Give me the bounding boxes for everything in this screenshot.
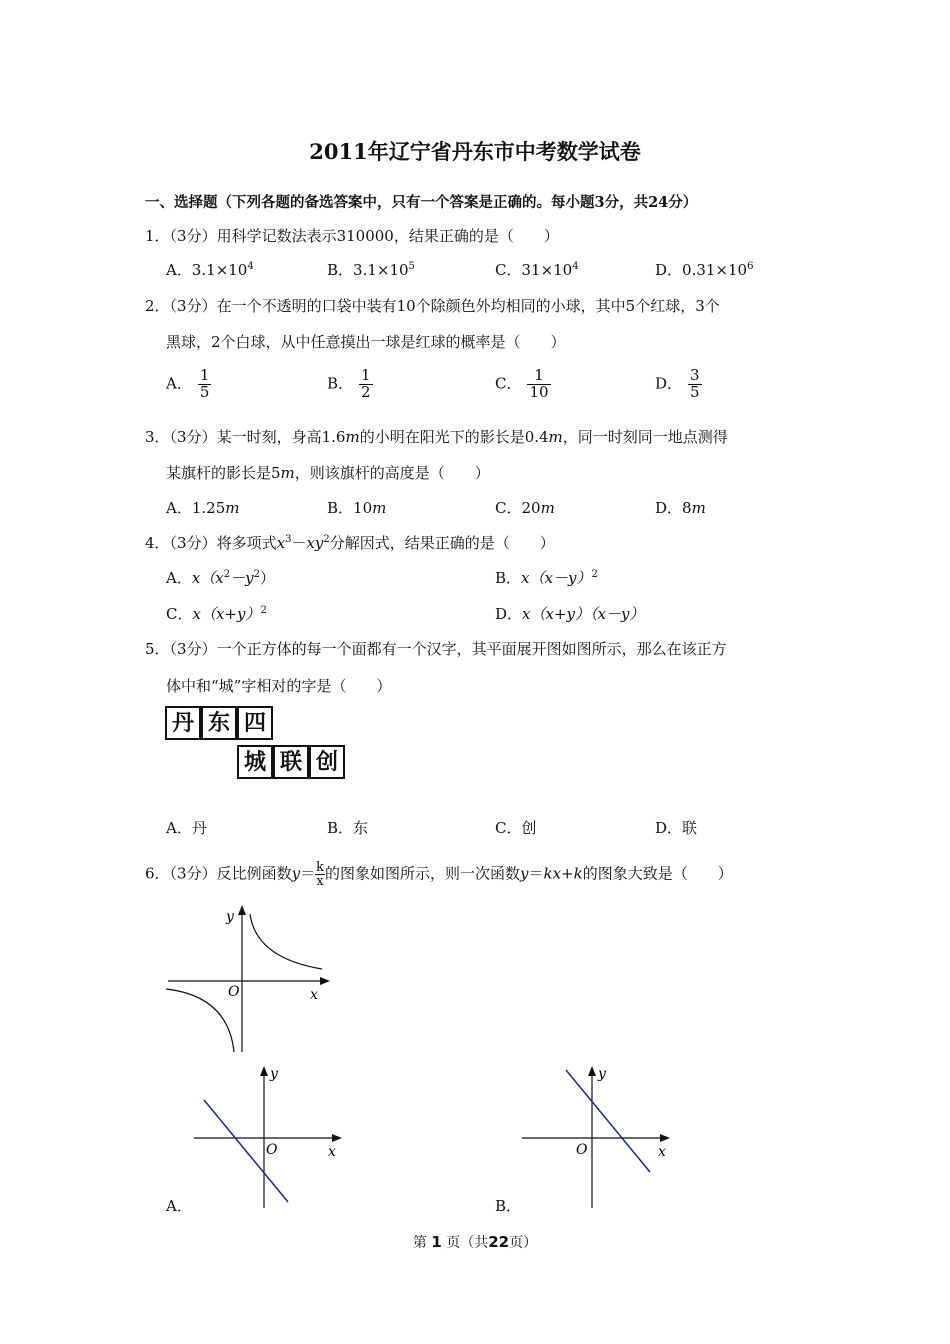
q1-option-b[interactable]: B．$3.1\times 10^5$: [327, 261, 415, 279]
question-4: 4．（3分）将多项式$x^3-xy^2$分解因式，结果正确的是（ ）: [145, 534, 555, 552]
page-footer: 第 1 页（共22页）: [412, 1233, 538, 1251]
q3-option-d[interactable]: D．8m: [655, 499, 706, 517]
origin-label: O: [576, 1142, 588, 1158]
question-2-line-1: 2．（3分）在一个不透明的口袋中装有10个除颜色外均相同的小球，其中5个红球，3个: [145, 297, 720, 315]
axis-x-label: x: [310, 987, 318, 1003]
axis-y-label: y: [226, 909, 234, 925]
axis-y-label: y: [270, 1066, 278, 1082]
q4-option-d[interactable]: D．x（x+y）（x－y）: [495, 605, 645, 623]
q4-option-b[interactable]: B．$x(x-y)^2$: [495, 569, 598, 587]
net-cell-dong: 东: [201, 706, 237, 740]
question-3-line-1: 3．（3分）某一时刻，身高1.6m的小明在阳光下的影长是0.4m，同一时刻同一地点测得: [145, 428, 728, 446]
net-cell-lian: 联: [273, 745, 309, 779]
net-cell-si: 四: [237, 706, 273, 740]
question-6: 6．（3分）反比例函数y＝ $\frac{k}{x}$ 的图象如图所示，则一次函数y＝kx+k的图象大致是（ ）: [145, 860, 733, 889]
question-1: 1．（3分）用科学记数法表示310000，结果正确的是（ ）: [145, 227, 559, 245]
question-2-line-2: 黑球，2个白球，从中任意摸出一球是红球的概率是（ ）: [166, 333, 566, 351]
net-cell-dan: 丹: [165, 706, 201, 740]
question-3-line-2: 某旗杆的影长是5m，则该旗杆的高度是（ ）: [166, 464, 490, 482]
origin-label: O: [228, 984, 240, 1000]
page-total: 22: [488, 1233, 510, 1251]
section-heading: 一、选择题（下列各题的备选答案中，只有一个答案是正确的。每小题3分，共24分）: [145, 194, 698, 211]
q6-option-a[interactable]: A．: [166, 1197, 192, 1215]
q3-option-a[interactable]: A．1.25m: [166, 499, 240, 517]
q2-option-b[interactable]: B． $\frac{1}{2}$: [327, 366, 371, 401]
q1-option-c[interactable]: C．$31\times 10^4$: [495, 261, 579, 279]
q3-option-c[interactable]: C．20m: [495, 499, 555, 517]
hyperbola-graph: [160, 902, 340, 1057]
q4-option-a[interactable]: A．$x(x^2-y^2)$: [166, 569, 276, 587]
net-cell-cheng: 城: [237, 745, 273, 779]
option-a-graph: [190, 1062, 350, 1212]
q5-option-c[interactable]: C．创: [495, 819, 537, 837]
q3-option-b[interactable]: B．10m: [327, 499, 387, 517]
q6-option-b[interactable]: B．: [495, 1197, 522, 1215]
q4-option-c[interactable]: C．$x(x+y)^2$: [166, 605, 267, 623]
axis-x-label: x: [658, 1144, 666, 1160]
page-title: 2011年辽宁省丹东市中考数学试卷: [309, 139, 641, 164]
q2-option-a[interactable]: A． $\frac{1}{5}$: [166, 366, 210, 401]
question-5-line-2: 体中和“城”字相对的字是（ ）: [166, 677, 392, 695]
net-cell-chuang: 创: [309, 745, 345, 779]
q1-option-a[interactable]: A．$3.1\times 10^4$: [166, 261, 254, 279]
q1-option-d[interactable]: D．$0.31\times 10^6$: [655, 261, 754, 279]
option-b-graph: [518, 1062, 678, 1212]
origin-label: O: [266, 1142, 278, 1158]
q5-option-b[interactable]: B．东: [327, 819, 369, 837]
axis-x-label: x: [328, 1144, 336, 1160]
axis-y-label: y: [598, 1066, 606, 1082]
page-number: 1: [431, 1233, 442, 1251]
q5-option-a[interactable]: A．丹: [166, 819, 207, 837]
q2-option-d[interactable]: D． $\frac{3}{5}$: [655, 366, 700, 401]
question-5-line-1: 5．（3分）一个正方体的每一个面都有一个汉字，其平面展开图如图所示，那么在该正方: [145, 640, 727, 658]
q2-option-c[interactable]: C． $\frac{1}{10}$: [495, 366, 549, 401]
q5-option-d[interactable]: D．联: [655, 819, 698, 837]
